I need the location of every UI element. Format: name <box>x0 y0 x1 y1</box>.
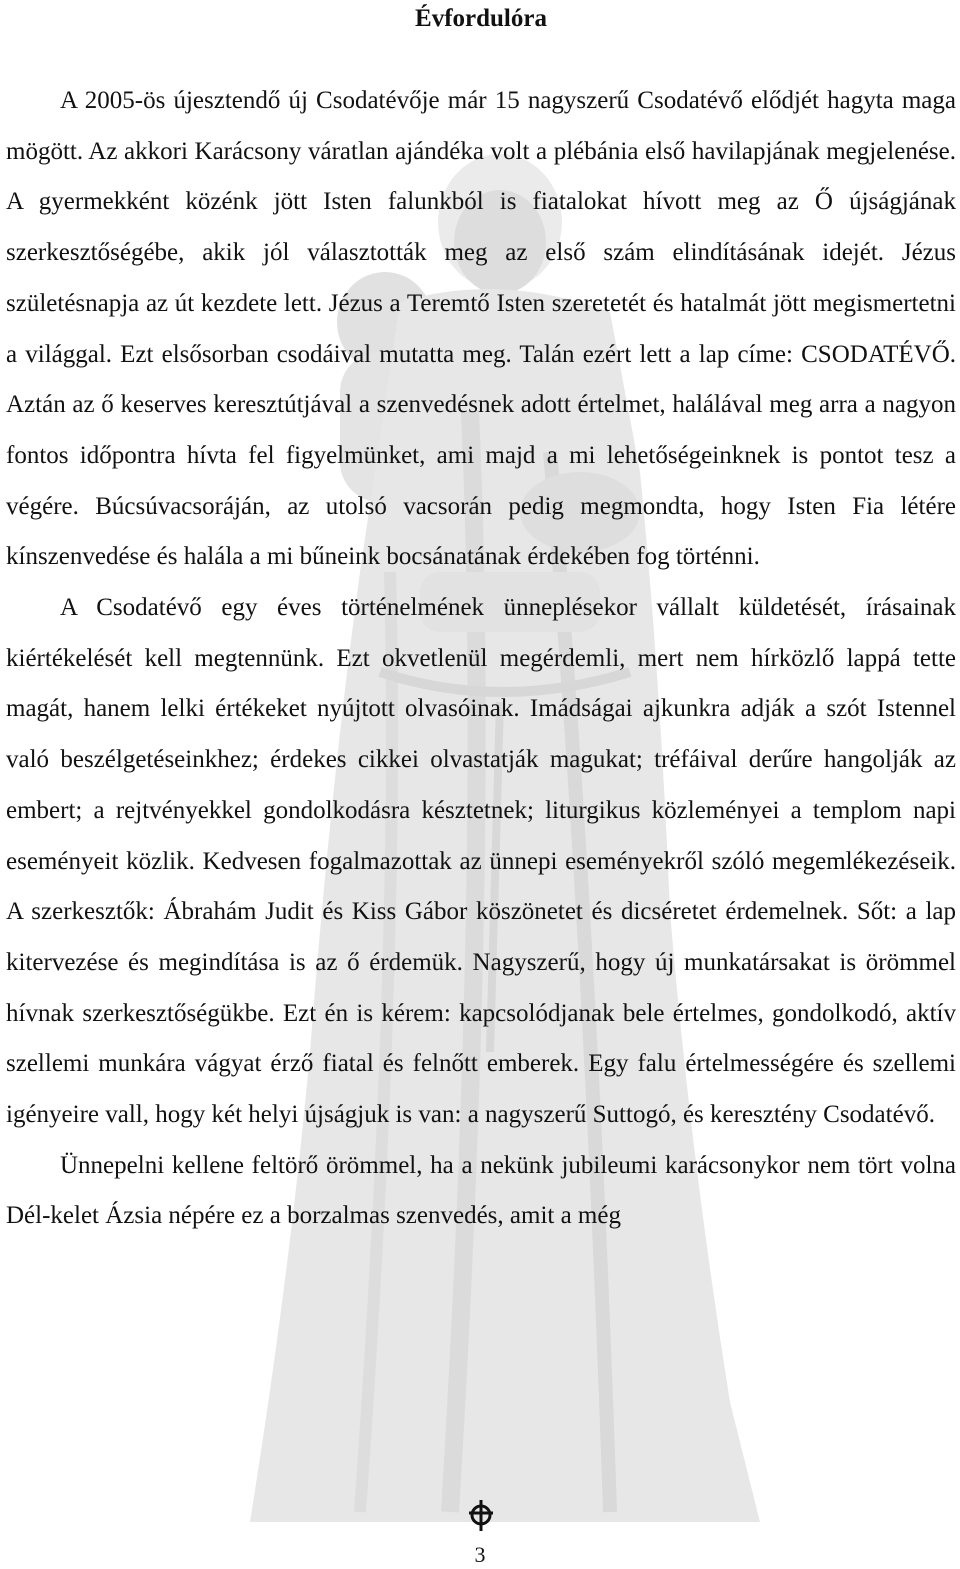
document-page <box>0 2 960 1242</box>
paragraph-2: A Csodatévő egy éves történelmének ünneplésekor vállalt küldetését, írásainak kiértékelését kell megtennünk. Ezt okvetlenül megérdemli, mert nem hírközlő lappá tette magát, hanem lelki értékeket nyújtott olvasóinak. Imádságai ajkunkra adják a szót Istennel való beszélgetéseinkhez; érdekes cikkei olvastatják magukat; tréfáival derűre hangolják az embert; a rejtvényekkel gondolkodásra késztetnek; liturgikus közleményei a templom napi eseményeit közlik. Kedvesen fogalmazottak az ünnepi eseményekről szóló megemlékezéseik. A szerkesztők: Ábrahám Judit és Kiss Gábor köszönetet és dicséretet érdemelnek. Sőt: a lap kitervezése és megindítása is az ő érdemük. Nagyszerű, hogy új munkatársakat is örömmel hívnak szerkesztőségükbe. Ezt én is kérem: kapcsolódjanak bele értelmes, gondolkodó, aktív szellemi munkára vágyat érző fiatal és felnőtt emberek. Egy falu értelmességére és szellemi igényeire vall, hogy két helyi újságjuk is van: a nagyszerű Suttogó, és keresztény Csodatévő. <box>6 594 956 1129</box>
cross-circle-icon <box>467 1498 495 1532</box>
page-number: 3 <box>474 1542 486 1567</box>
document-title: Évfordulóra <box>415 5 547 32</box>
paragraph-1: A 2005-ös újesztendő új Csodatévője már 15 nagyszerű Csodatévő elődjét hagyta maga mögött. Az akkori Karácsony váratlan ajándéka volt a plébánia első havilapjának megjelenése. A gyermekként közénk jött Isten falunkból is fiatalokat hívott meg az Ő újságjának szerkesztőségébe, akik jól választották meg az első szám elindításának idejét. Jézus születésnapja az út kezdete lett. Jézus a Teremtő Isten szeretetét és hatalmát jött megismertetni a világgal. Ezt elsősorban csodáival mutatta meg. Talán ezért lett a lap címe: CSODATÉVŐ. Aztán az ő keserves keresztútjával a szenvedésnek adott értelmet, halálával meg arra a nagyon fontos időpontra hívta fel figyelmünket, ami majd a mi lehetőségeinknek is pontot tesz a végére. Búcsúvacsoráján, az utolsó vacsorán pedig megmondta, hogy Isten Fia létére kínszenvedése és halála a mi bűneink bocsánatának érdekében fog történni. <box>6 87 956 571</box>
paragraph-3: Ünnepelni kellene feltörő örömmel, ha a nekünk jubileumi karácsonykor nem tört volna Dél-kelet Ázsia népére ez a borzalmas szenvedés, amit a még <box>6 1151 956 1230</box>
